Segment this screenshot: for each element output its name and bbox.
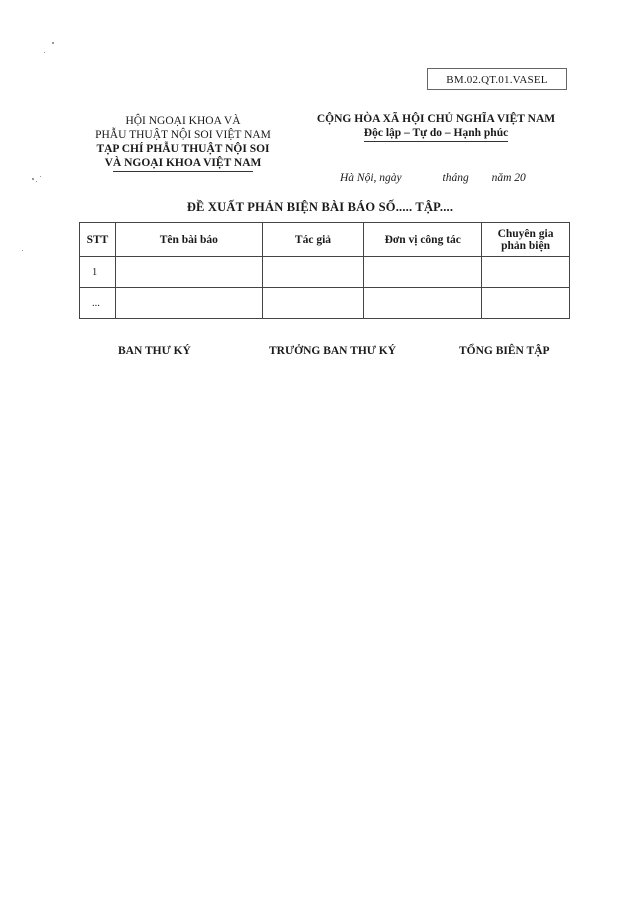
- org-line-2: PHẪU THUẬT NỘI SOI VIỆT NAM: [95, 129, 271, 141]
- document-title: ĐỀ XUẤT PHẢN BIỆN BÀI BÁO SỐ..... TẬP....: [186, 200, 454, 214]
- date-place-day: Hà Nội, ngày: [340, 172, 402, 184]
- journal-line-1: TẠP CHÍ PHẪU THUẬT NỘI SOI: [96, 143, 270, 155]
- national-header: [300, 112, 572, 142]
- row-article-cell[interactable]: [115, 257, 262, 288]
- row-stt: ...: [80, 288, 116, 319]
- date-month: tháng: [442, 172, 469, 184]
- form-code-box: BM.02.QT.01.VASEL: [427, 68, 567, 90]
- row-author-cell[interactable]: [262, 257, 364, 288]
- scan-speck: [52, 42, 54, 44]
- row-reviewer-cell[interactable]: [482, 257, 570, 288]
- header-author: Tác giả: [262, 223, 364, 257]
- row-article-cell[interactable]: [115, 288, 262, 319]
- org-underline: [113, 171, 253, 172]
- signature-head-secretary: TRƯỞNG BAN THƯ KÝ: [269, 345, 397, 357]
- scan-speck: [22, 250, 23, 251]
- header-reviewer: Chuyên gia phản biện: [482, 223, 570, 257]
- journal-line-2: VÀ NGOẠI KHOA VIỆT NAM: [104, 157, 262, 169]
- signature-editor-in-chief: TỔNG BIÊN TẬP: [459, 345, 550, 357]
- header-unit: Đơn vị công tác: [364, 223, 482, 257]
- organization-header: [70, 114, 296, 172]
- table-header-row: [80, 223, 570, 257]
- row-author-cell[interactable]: [262, 288, 364, 319]
- row-unit-cell[interactable]: [364, 257, 482, 288]
- national-motto: Độc lập – Tự do – Hạnh phúc: [364, 126, 508, 142]
- date-line: [340, 172, 526, 184]
- scan-speck: [36, 181, 37, 182]
- table-row: [80, 257, 570, 288]
- scan-speck: [40, 176, 41, 177]
- row-unit-cell[interactable]: [364, 288, 482, 319]
- signature-secretary: BAN THƯ KÝ: [118, 345, 191, 357]
- header-article: Tên bài báo: [115, 223, 262, 257]
- row-stt: 1: [80, 257, 116, 288]
- scan-speck: [44, 52, 45, 53]
- reviewer-table: [79, 222, 570, 319]
- date-year: năm 20: [491, 172, 526, 184]
- scan-speck: [32, 178, 34, 180]
- row-reviewer-cell[interactable]: [482, 288, 570, 319]
- country-name: CỘNG HÒA XÃ HỘI CHỦ NGHĨA VIỆT NAM: [316, 113, 556, 125]
- header-stt: STT: [80, 223, 116, 257]
- org-line-1: HỘI NGOẠI KHOA VÀ: [125, 115, 241, 127]
- table-row: [80, 288, 570, 319]
